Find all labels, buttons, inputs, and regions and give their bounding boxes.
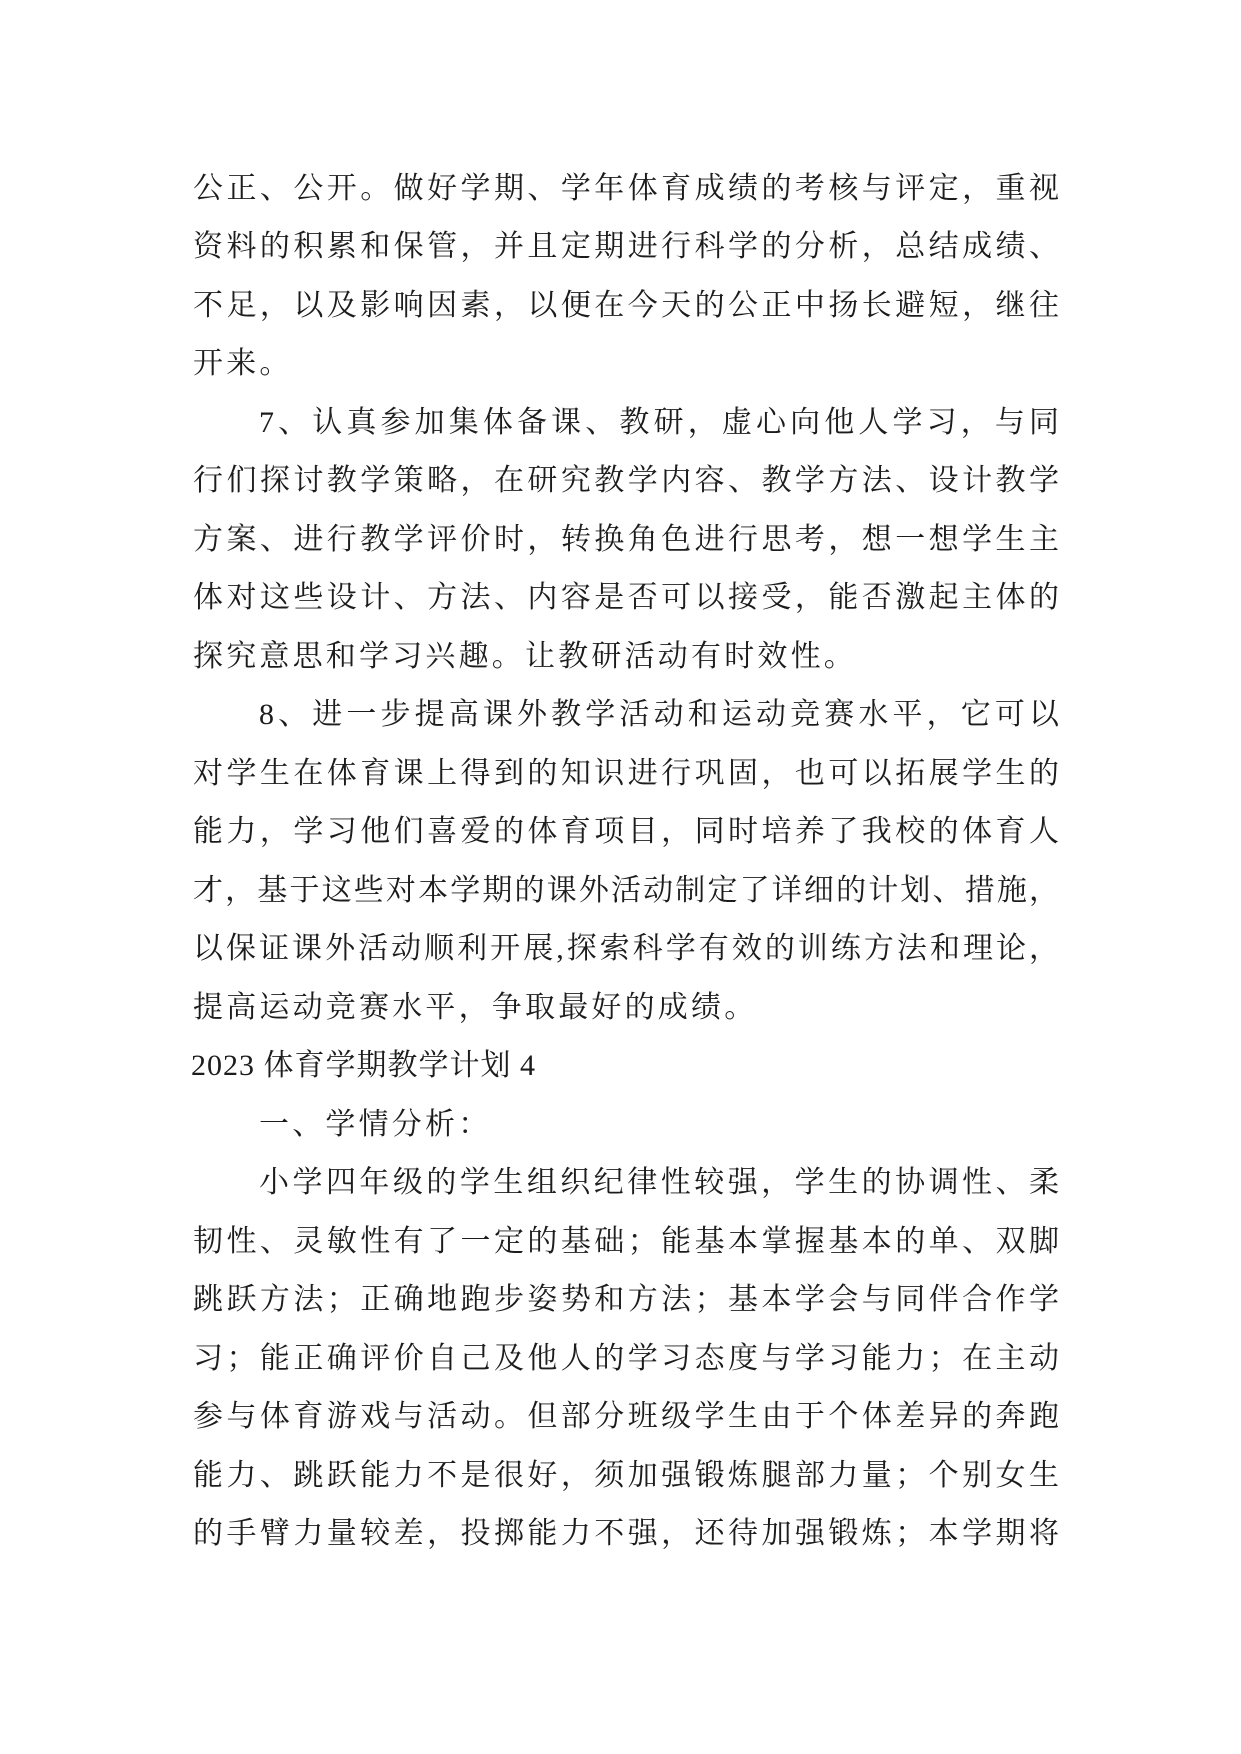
paragraph-line: 对学生在体育课上得到的知识进行巩固，也可以拓展学生的: [193, 757, 1059, 790]
document-heading: 2023 体育学期教学计划 4: [191, 1049, 536, 1082]
paragraph-line: 小学四年级的学生组织纪律性较强，学生的协调性、柔: [259, 1166, 1059, 1199]
paragraph-line: 资料的积累和保管，并且定期进行科学的分析，总结成绩、: [193, 230, 1059, 263]
paragraph-line: 参与体育游戏与活动。但部分班级学生由于个体差异的奔跑: [193, 1400, 1059, 1433]
paragraph-line: 不足，以及影响因素，以便在今天的公正中扬长避短，继往: [193, 289, 1059, 322]
paragraph-line: 的手臂力量较差，投掷能力不强，还待加强锻炼；本学期将: [193, 1517, 1059, 1550]
paragraph-line: 习；能正确评价自己及他人的学习态度与学习能力；在主动: [193, 1342, 1059, 1375]
paragraph-line: 韧性、灵敏性有了一定的基础；能基本掌握基本的单、双脚: [193, 1225, 1059, 1258]
paragraph-line: 开来。: [193, 347, 293, 380]
paragraph-line: 体对这些设计、方法、内容是否可以接受，能否激起主体的: [193, 581, 1059, 614]
paragraph-line: 探究意思和学习兴趣。让教研活动有时效性。: [193, 640, 857, 673]
paragraph-line: 方案、进行教学评价时，转换角色进行思考，想一想学生主: [193, 523, 1059, 556]
paragraph-line: 跳跃方法；正确地跑步姿势和方法；基本学会与同伴合作学: [193, 1283, 1059, 1316]
paragraph-line: 提高运动竞赛水平，争取最好的成绩。: [193, 991, 758, 1024]
paragraph-line: 能力、跳跃能力不是很好，须加强锻炼腿部力量；个别女生: [193, 1459, 1059, 1492]
paragraph-line: 8、进一步提高课外教学活动和运动竞赛水平，它可以: [259, 698, 1059, 731]
paragraph-line: 7、认真参加集体备课、教研，虚心向他人学习，与同: [259, 406, 1059, 439]
paragraph-line: 以保证课外活动顺利开展,探索科学有效的训练方法和理论，: [193, 932, 1059, 965]
paragraph-line: 行们探讨教学策略，在研究教学内容、教学方法、设计教学: [193, 464, 1059, 497]
paragraph-line: 公正、公开。做好学期、学年体育成绩的考核与评定，重视: [193, 172, 1059, 205]
paragraph-line: 能力，学习他们喜爱的体育项目，同时培养了我校的体育人: [193, 815, 1059, 848]
section-title: 一、学情分析：: [259, 1108, 492, 1141]
paragraph-line: 才，基于这些对本学期的课外活动制定了详细的计划、措施，: [193, 874, 1059, 907]
